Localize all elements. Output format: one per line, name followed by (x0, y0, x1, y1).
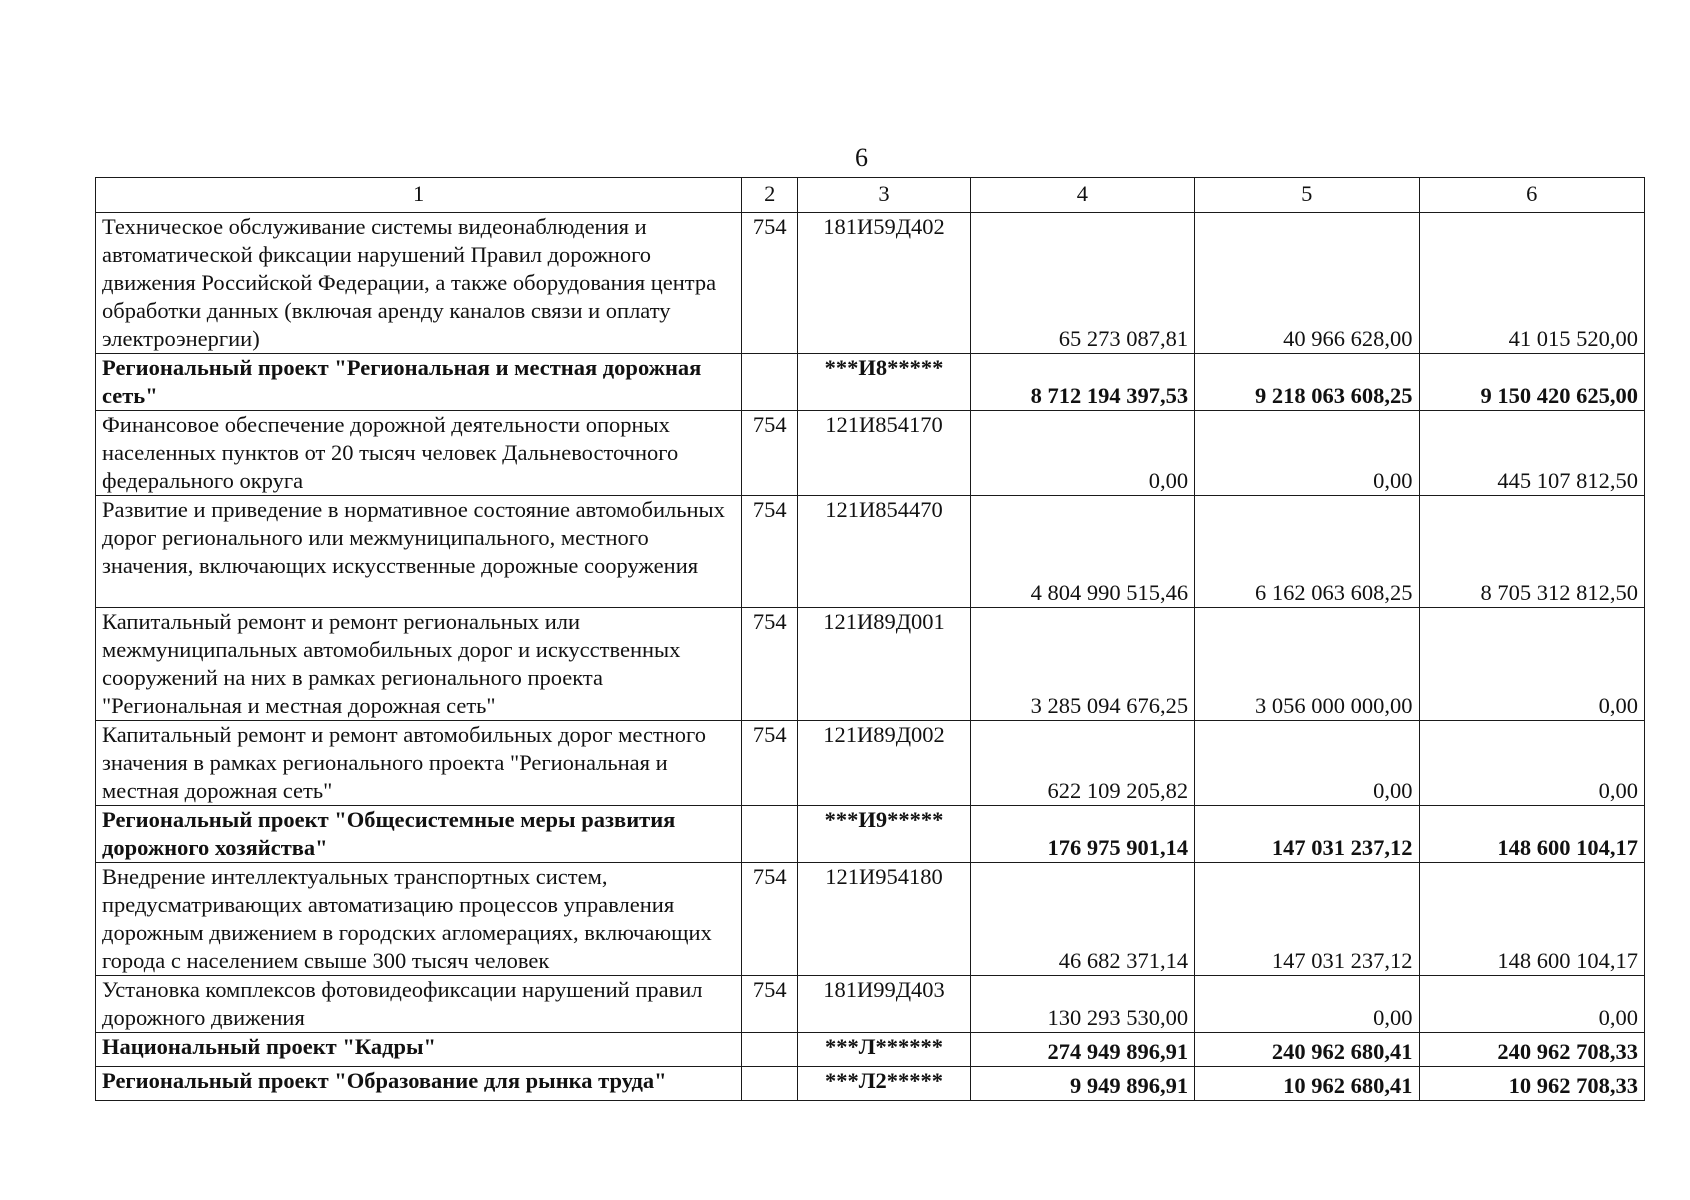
row-grbs-code: 754 (742, 976, 798, 1033)
row-value-col5: 10 962 680,41 (1195, 1067, 1419, 1101)
row-value-col4: 4 804 990 515,46 (970, 496, 1194, 608)
row-value-col4: 8 712 194 397,53 (970, 354, 1194, 411)
row-name: Региональный проект "Образование для рынка труда" (96, 1067, 742, 1101)
row-target-article: 181И59Д402 (798, 213, 970, 354)
table-row (96, 863, 1645, 976)
row-name: Национальный проект "Кадры" (96, 1033, 742, 1067)
table-row (96, 1067, 1645, 1101)
column-number-3: 3 (798, 178, 970, 213)
row-target-article: 181И99Д403 (798, 976, 970, 1033)
table-row (96, 608, 1645, 721)
row-value-col4: 130 293 530,00 (970, 976, 1194, 1033)
row-value-col5: 240 962 680,41 (1195, 1033, 1419, 1067)
row-value-col6: 240 962 708,33 (1419, 1033, 1644, 1067)
row-target-article: 121И89Д002 (798, 721, 970, 806)
row-value-col4: 9 949 896,91 (970, 1067, 1194, 1101)
page-number: 6 (855, 143, 868, 172)
row-name: Региональный проект "Общесистемные меры развития дорожного хозяйства" (96, 806, 742, 863)
table-row (96, 354, 1645, 411)
table-row (96, 213, 1645, 354)
row-name: Техническое обслуживание системы видеонаблюдения и автоматической фиксации нарушений Правил дорожного движения Российской Федерации, а также оборудования центра обработки данных (включая аренду каналов связи и оплату электроэнергии) (96, 213, 742, 354)
column-number-5: 5 (1195, 178, 1419, 213)
row-value-col4: 622 109 205,82 (970, 721, 1194, 806)
row-value-col5: 0,00 (1195, 411, 1419, 496)
row-grbs-code (742, 806, 798, 863)
row-value-col5: 40 966 628,00 (1195, 213, 1419, 354)
table-row (96, 1033, 1645, 1067)
row-grbs-code: 754 (742, 411, 798, 496)
row-value-col4: 65 273 087,81 (970, 213, 1194, 354)
row-value-col5: 0,00 (1195, 721, 1419, 806)
row-name: Капитальный ремонт и ремонт региональных или межмуниципальных автомобильных дорог и искусственных сооружений на них в рамках регионального проекта "Региональная и местная дорожная сеть" (96, 608, 742, 721)
row-target-article: 121И954180 (798, 863, 970, 976)
row-target-article: 121И89Д001 (798, 608, 970, 721)
row-target-article: 121И854170 (798, 411, 970, 496)
row-value-col6: 0,00 (1419, 976, 1644, 1033)
row-name: Установка комплексов фотовидеофиксации нарушений правил дорожного движения (96, 976, 742, 1033)
row-grbs-code: 754 (742, 213, 798, 354)
row-target-article: ***Л2***** (798, 1067, 970, 1101)
row-grbs-code (742, 1033, 798, 1067)
row-value-col6: 148 600 104,17 (1419, 863, 1644, 976)
row-target-article: ***И9***** (798, 806, 970, 863)
row-grbs-code: 754 (742, 721, 798, 806)
row-value-col6: 10 962 708,33 (1419, 1067, 1644, 1101)
table-row (96, 496, 1645, 608)
row-value-col4: 176 975 901,14 (970, 806, 1194, 863)
row-value-col6: 0,00 (1419, 608, 1644, 721)
row-value-col4: 3 285 094 676,25 (970, 608, 1194, 721)
row-name: Региональный проект "Региональная и местная дорожная сеть" (96, 354, 742, 411)
row-name: Финансовое обеспечение дорожной деятельности опорных населенных пунктов от 20 тысяч человек Дальневосточного федерального округа (96, 411, 742, 496)
row-grbs-code (742, 1067, 798, 1101)
row-value-col6: 41 015 520,00 (1419, 213, 1644, 354)
row-grbs-code: 754 (742, 608, 798, 721)
row-name: Развитие и приведение в нормативное состояние автомобильных дорог регионального или межмуниципального, местного значения, включающих искусственные дорожные сооружения (96, 496, 742, 608)
row-value-col6: 445 107 812,50 (1419, 411, 1644, 496)
row-value-col5: 147 031 237,12 (1195, 806, 1419, 863)
budget-table (95, 177, 1645, 1101)
row-target-article: ***И8***** (798, 354, 970, 411)
row-name: Внедрение интеллектуальных транспортных систем, предусматривающих автоматизацию процессов управления дорожным движением в городских агломерациях, включающих города с населением свыше 300 тысяч человек (96, 863, 742, 976)
row-value-col5: 147 031 237,12 (1195, 863, 1419, 976)
row-target-article: 121И854470 (798, 496, 970, 608)
row-value-col6: 9 150 420 625,00 (1419, 354, 1644, 411)
row-value-col4: 0,00 (970, 411, 1194, 496)
row-value-col6: 148 600 104,17 (1419, 806, 1644, 863)
row-target-article: ***Л****** (798, 1033, 970, 1067)
row-name: Капитальный ремонт и ремонт автомобильных дорог местного значения в рамках регионального проекта "Региональная и местная дорожная сеть" (96, 721, 742, 806)
table-row (96, 976, 1645, 1033)
row-value-col6: 0,00 (1419, 721, 1644, 806)
column-number-6: 6 (1419, 178, 1644, 213)
row-value-col5: 0,00 (1195, 976, 1419, 1033)
row-grbs-code (742, 354, 798, 411)
row-value-col5: 6 162 063 608,25 (1195, 496, 1419, 608)
row-grbs-code: 754 (742, 863, 798, 976)
table-row (96, 806, 1645, 863)
row-value-col4: 274 949 896,91 (970, 1033, 1194, 1067)
row-value-col6: 8 705 312 812,50 (1419, 496, 1644, 608)
column-number-4: 4 (970, 178, 1194, 213)
table-row (96, 721, 1645, 806)
row-value-col5: 3 056 000 000,00 (1195, 608, 1419, 721)
row-value-col5: 9 218 063 608,25 (1195, 354, 1419, 411)
row-value-col4: 46 682 371,14 (970, 863, 1194, 976)
column-number-1: 1 (96, 178, 742, 213)
column-number-2: 2 (742, 178, 798, 213)
table-row (96, 411, 1645, 496)
column-number-row (96, 178, 1645, 213)
row-grbs-code: 754 (742, 496, 798, 608)
